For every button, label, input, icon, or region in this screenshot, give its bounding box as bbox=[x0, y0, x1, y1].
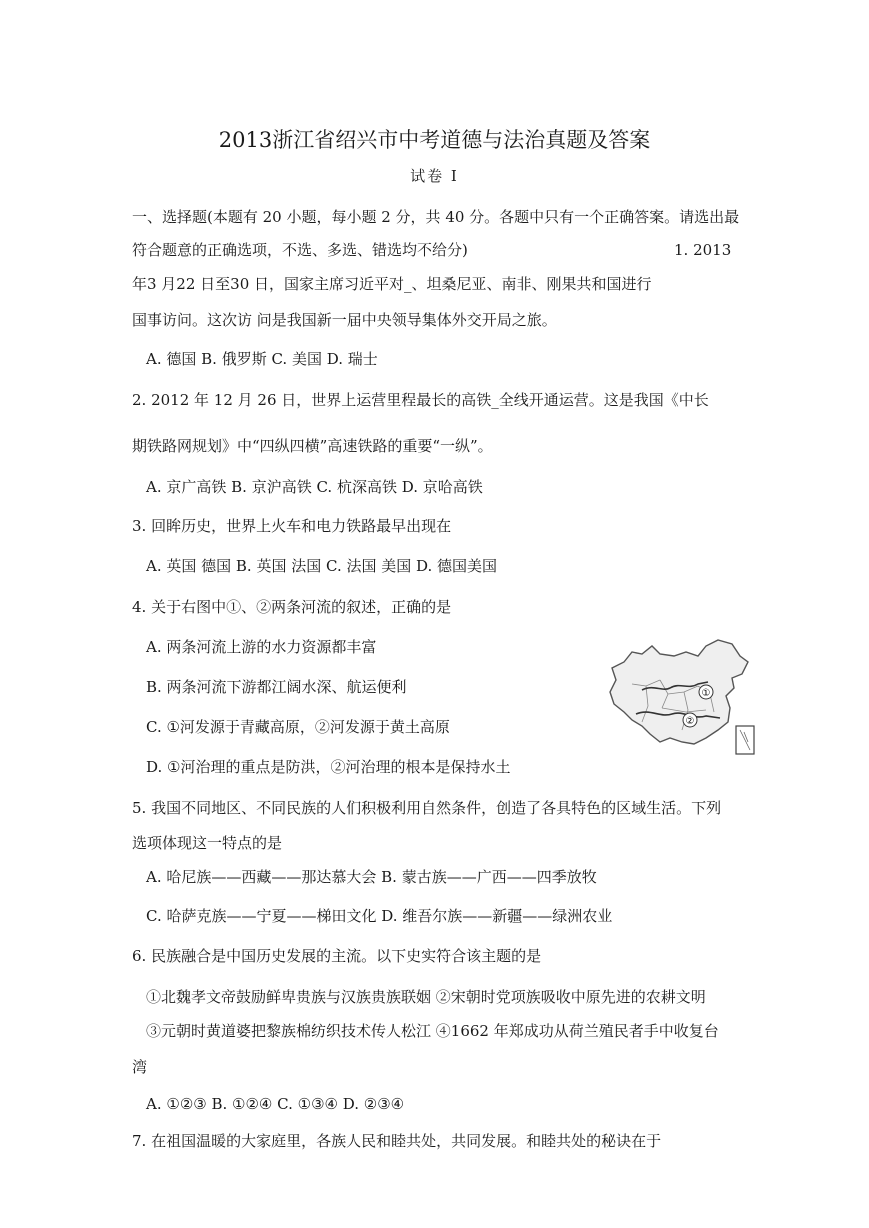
q5-options-cd: C. 哈萨克族——宁夏——梯田文化 D. 维吾尔族——新疆——绿洲农业 bbox=[146, 907, 613, 925]
q6-items-line3: 湾 bbox=[132, 1058, 148, 1076]
china-river-map bbox=[602, 634, 758, 758]
q6-options: A. ①②③ B. ①②④ C. ①③④ D. ②③④ bbox=[146, 1095, 405, 1113]
river-1-label: ① bbox=[701, 688, 711, 699]
q4-option-b: B. 两条河流下游都江阔水深、航运便利 bbox=[146, 678, 407, 696]
q3-stem: 3. 回眸历史，世界上火车和电力铁路最早出现在 bbox=[132, 517, 452, 535]
q5-options-ab: A. 哈尼族——西藏——那达慕大会 B. 蒙古族——广西——四季放牧 bbox=[146, 868, 597, 886]
section-instructions-line2: 符合题意的正确选项，不选、多选、错选均不给分) bbox=[132, 241, 468, 259]
section-instructions-line1: 一、选择题(本题有 20 小题，每小题 2 分，共 40 分。各题中只有一个正确答案。请选出最 bbox=[132, 208, 740, 226]
q4-option-a: A. 两条河流上游的水力资源都丰富 bbox=[146, 638, 377, 656]
q2-options: A. 京广高铁 B. 京沪高铁 C. 杭深高铁 D. 京哈高铁 bbox=[146, 478, 483, 496]
paper-section-label: 试卷 I bbox=[410, 167, 459, 185]
q1-number: 1. 2013 bbox=[674, 241, 732, 259]
china-outline bbox=[610, 640, 748, 744]
q1-options: A. 德国 B. 俄罗斯 C. 美国 D. 瑞士 bbox=[146, 350, 378, 368]
q4-stem: 4. 关于右图中①、②两条河流的叙述，正确的是 bbox=[132, 598, 452, 616]
q2-stem-line2: 期铁路网规划》中“四纵四横”高速铁路的重要“一纵”。 bbox=[132, 437, 493, 455]
q5-stem-line2: 选项体现这一特点的是 bbox=[132, 834, 283, 852]
q4-option-d: D. ①河治理的重点是防洪，②河治理的根本是保持水土 bbox=[146, 758, 511, 776]
document-title: 2013浙江省绍兴市中考道德与法治真题及答案 bbox=[218, 128, 651, 152]
q5-stem-line1: 5. 我国不同地区、不同民族的人们积极利用自然条件，创造了各具特色的区域生活。下列 bbox=[132, 799, 722, 817]
q7-stem: 7. 在祖国温暖的大家庭里，各族人民和睦共处，共同发展。和睦共处的秘诀在于 bbox=[132, 1132, 662, 1150]
q2-stem-line1: 2. 2012 年 12 月 26 日，世界上运营里程最长的高铁_全线开通运营。这是我国《中长 bbox=[132, 391, 709, 409]
q1-stem-line2: 国事访问。这次访 问是我国新一届中央领导集体外交开局之旅。 bbox=[132, 311, 557, 329]
river-2-label: ② bbox=[685, 716, 695, 727]
q6-stem: 6. 民族融合是中国历史发展的主流。以下史实符合该主题的是 bbox=[132, 947, 542, 965]
q6-items-line1: ①北魏孝文帝鼓励鲜卑贵族与汉族贵族联姻 ②宋朝时党项族吸收中原先进的农耕文明 bbox=[146, 988, 706, 1006]
q3-options: A. 英国 德国 B. 英国 法国 C. 法国 美国 D. 德国美国 bbox=[146, 557, 498, 575]
q1-stem-line1: 年3 月22 日至30 日，国家主席习近平对_、坦桑尼亚、南非、刚果共和国进行 bbox=[132, 275, 652, 293]
q6-items-line2: ③元朝时黄道婆把黎族棉纺织技术传人松江 ④1662 年郑成功从荷兰殖民者手中收复台 bbox=[146, 1022, 719, 1040]
q4-option-c: C. ①河发源于青藏高原，②河发源于黄土高原 bbox=[146, 718, 450, 736]
